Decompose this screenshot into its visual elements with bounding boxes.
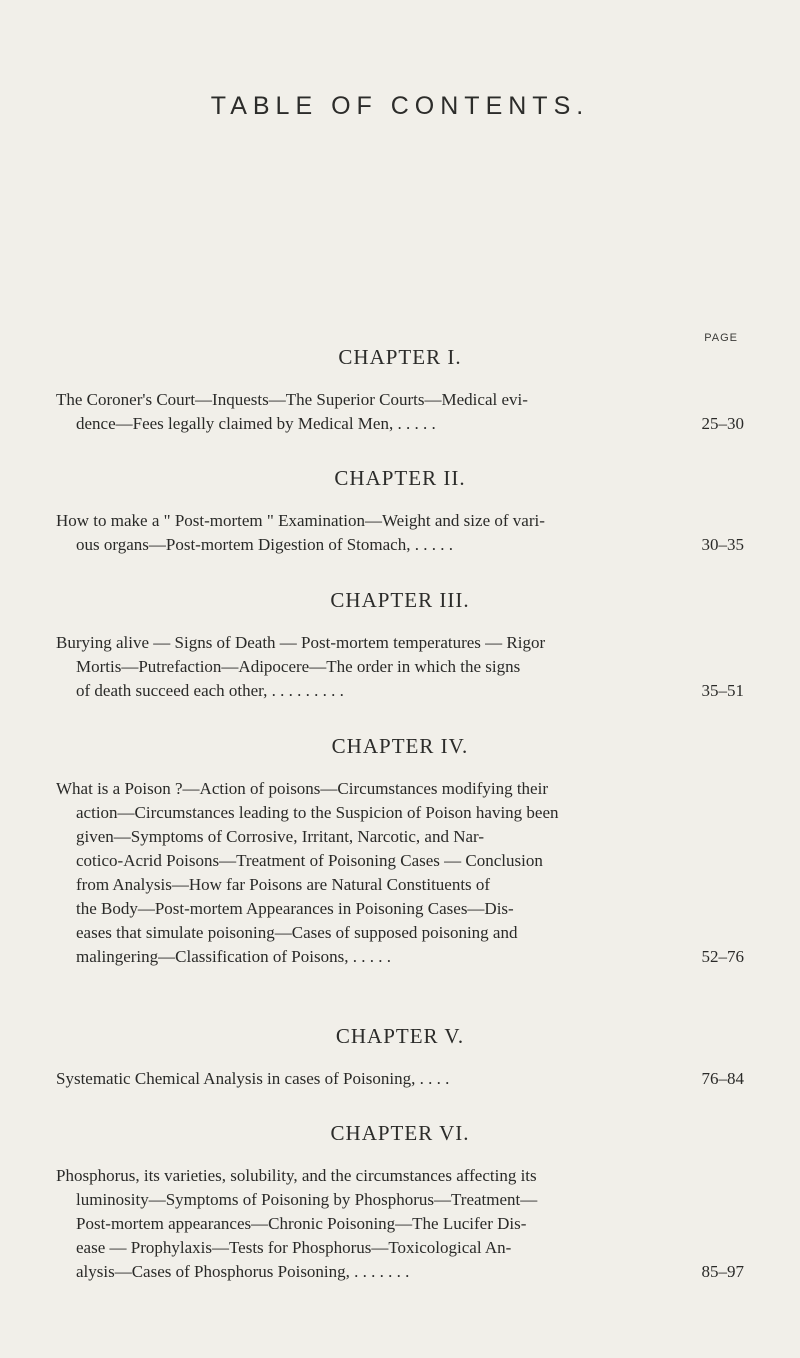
- summary-line: What is a Poison ?—Action of poisons—Circumstances modifying their: [56, 779, 548, 798]
- chapter-summary: [56, 1164, 674, 1284]
- chapter-summary: [56, 388, 674, 436]
- chapter-heading: CHAPTER IV.: [331, 734, 469, 758]
- summary-line: given—Symptoms of Corrosive, Irritant, Narcotic, and Nar-: [76, 827, 485, 846]
- page-range: 35–51: [701, 681, 744, 700]
- summary-line: Post-mortem appearances—Chronic Poisoning—The Lucifer Dis-: [76, 1214, 527, 1233]
- chapter-3: [56, 588, 744, 703]
- summary-line: Mortis—Putrefaction—Adipocere—The order in which the signs: [76, 657, 521, 676]
- summary-line: cotico-Acrid Poisons—Treatment of Poisoning Cases — Conclusion: [76, 851, 543, 870]
- page-range: 52–76: [701, 947, 744, 966]
- chapter-entry: [56, 1164, 744, 1284]
- chapter-4: [56, 734, 744, 969]
- chapter-1: [56, 345, 744, 436]
- summary-line: How to make a " Post-mortem " Examination—Weight and size of vari-: [56, 511, 545, 530]
- summary-line: malingering—Classification of Poisons, . . . . .: [76, 947, 391, 966]
- chapter-summary: [56, 1067, 674, 1091]
- summary-line: dence—Fees legally claimed by Medical Men, . . . . .: [76, 414, 436, 433]
- page-range: 25–30: [701, 414, 744, 433]
- summary-line: luminosity—Symptoms of Poisoning by Phosphorus—Treatment—: [76, 1190, 538, 1209]
- chapter-5: [56, 1024, 744, 1091]
- summary-line: Burying alive — Signs of Death — Post-mortem temperatures — Rigor: [56, 633, 546, 652]
- summary-line: the Body—Post-mortem Appearances in Poisoning Cases—Dis-: [76, 899, 514, 918]
- summary-line: from Analysis—How far Poisons are Natural Constituents of: [76, 875, 491, 894]
- chapter-2: [56, 466, 744, 557]
- chapter-entry: [56, 777, 744, 969]
- chapter-entry: [56, 631, 744, 703]
- summary-line: eases that simulate poisoning—Cases of supposed poisoning and: [76, 923, 518, 942]
- chapter-heading: CHAPTER II.: [334, 466, 466, 490]
- chapter-summary: [56, 631, 674, 703]
- chapter-summary: [56, 777, 674, 969]
- summary-line: action—Circumstances leading to the Suspicion of Poison having been: [76, 803, 559, 822]
- summary-line: Systematic Chemical Analysis in cases of Poisoning, . . . .: [56, 1069, 450, 1088]
- page-column-label: PAGE: [704, 332, 738, 344]
- summary-line: ease — Prophylaxis—Tests for Phosphorus—Toxicological An-: [76, 1238, 512, 1257]
- page-range: 85–97: [701, 1262, 744, 1281]
- page-range: 76–84: [701, 1069, 744, 1088]
- chapter-6: [56, 1121, 744, 1284]
- summary-line: of death succeed each other, . . . . . . . . .: [76, 681, 344, 700]
- chapter-heading: CHAPTER III.: [330, 588, 470, 612]
- chapter-entry: [56, 388, 744, 436]
- chapter-entry: [56, 1067, 744, 1091]
- summary-line: The Coroner's Court—Inquests—The Superior Courts—Medical evi-: [56, 390, 528, 409]
- summary-line: ous organs—Post-mortem Digestion of Stomach, . . . . .: [76, 535, 453, 554]
- summary-line: alysis—Cases of Phosphorus Poisoning, . . . . . . .: [76, 1262, 410, 1281]
- summary-line: Phosphorus, its varieties, solubility, and the circumstances affecting its: [56, 1166, 537, 1185]
- chapter-summary: [56, 509, 674, 557]
- chapter-heading: CHAPTER I.: [338, 345, 462, 369]
- chapter-entry: [56, 509, 744, 557]
- chapter-heading: CHAPTER V.: [335, 1024, 465, 1048]
- page-title: TABLE OF CONTENTS.: [210, 92, 590, 120]
- page-range: 30–35: [701, 535, 744, 554]
- chapter-heading: CHAPTER VI.: [330, 1121, 470, 1145]
